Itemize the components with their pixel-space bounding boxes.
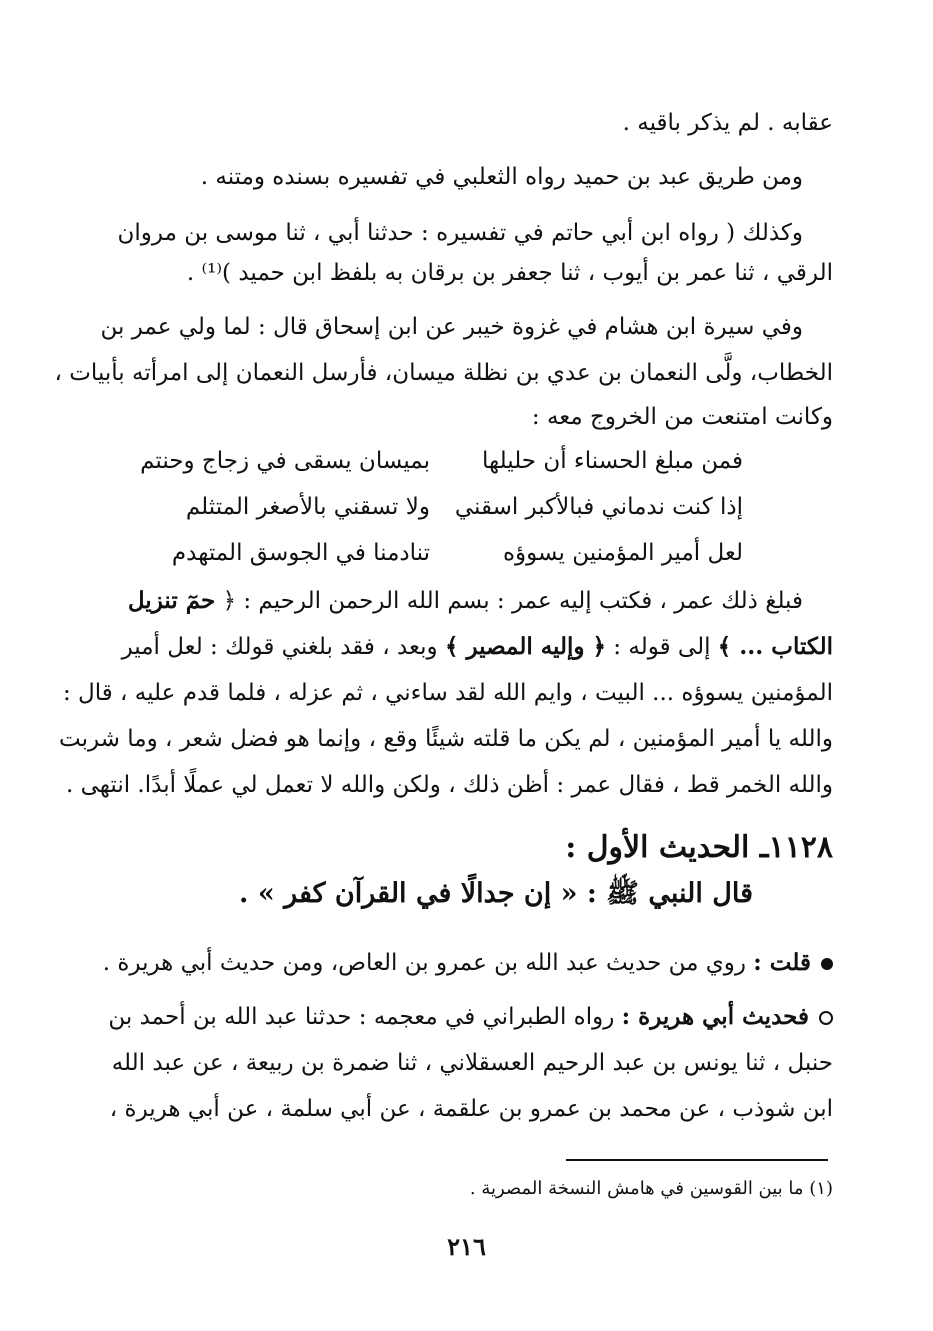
- commentary-span: رواه الطبراني في معجمه : حدثنا عبد الله بن أحمد بن: [108, 1004, 622, 1030]
- footnote-separator: [566, 1159, 828, 1161]
- filled-bullet-icon: [821, 958, 833, 970]
- verse-second-hemistich: ولا تسقني بالأصغر المتثلم: [185, 494, 430, 520]
- verse-first-hemistich: لعل أمير المؤمنين يسوؤه: [502, 540, 743, 566]
- commentary-line-3: حنبل ، ثنا يونس بن عبد الرحيم العسقلاني ، ثنا ضمرة بن ربيعة ، عن عبد الله: [111, 1050, 833, 1076]
- text-line-5: وفي سيرة ابن هشام في غزوة خيبر عن ابن إسحاق قال : لما ولي عمر بن: [100, 314, 803, 340]
- page-number: ٢١٦: [447, 1232, 486, 1261]
- narrative-span: فبلغ ذلك عمر ، فكتب إليه عمر : بسم الله الرحمن الرحيم : ﴿: [215, 588, 803, 614]
- quran-quote: الكتاب ... ﴾: [717, 633, 833, 660]
- narrative-line-4: والله يا أمير المؤمنين ، لم يكن ما قلته شيئًا وقع ، وإنما هو فضل شعر ، وما شربت: [58, 726, 833, 752]
- commentary-line-2: [110, 994, 833, 1040]
- footnote-text: ما بين القوسين في هامش النسخة المصرية .: [469, 1178, 810, 1199]
- footnote: [400, 1172, 833, 1206]
- narrative-line-1: [110, 578, 833, 624]
- open-bullet-icon: [819, 1011, 833, 1025]
- poem-verse: [110, 484, 743, 530]
- abu-hurayra-label: فحديث أبي هريرة :: [621, 1003, 809, 1030]
- hadith-statement: [110, 868, 753, 920]
- text-line-6: الخطاب، ولَّى النعمان بن عدي بن نظلة ميسان، فأرسل النعمان إلى امرأته بأبيات ،: [54, 360, 833, 386]
- commentary-line-1: [102, 940, 833, 986]
- poem-verse: [110, 438, 743, 484]
- quran-quote: حمٓ تنزيل: [127, 587, 216, 614]
- text-line-7: وكانت امتنعت من الخروج معه :: [531, 404, 833, 430]
- text-line-1: عقابه . لم يذكر باقيه .: [622, 110, 833, 136]
- verse-second-hemistich: بميسان يسقى في زجاج وحنتم: [140, 448, 430, 474]
- commentary-span: روي من حديث عبد الله بن عمرو بن العاص، ومن حديث أبي هريرة .: [102, 950, 754, 976]
- narrative-span: وبعد ، فقد بلغني قولك : لعل أمير: [121, 634, 445, 660]
- hadith-intro: قال النبي ﷺ :: [577, 878, 753, 909]
- text-line-3: وكذلك ( رواه ابن أبي حاتم في تفسيره : حدثنا أبي ، ثنا موسى بن مروان: [117, 220, 803, 246]
- text-line-4: الرقي ، ثنا عمر بن أيوب ، ثنا جعفر بن برقان به بلفظ ابن حميد )⁽¹⁾ .: [186, 260, 833, 286]
- footnote-marker: (١): [809, 1178, 833, 1199]
- verse-first-hemistich: إذا كنت ندماني فبالأكبر اسقني: [454, 494, 743, 520]
- verse-second-hemistich: تنادمنا في الجوسق المتهدم: [171, 540, 430, 566]
- quran-quote: ﴿ وإليه المصير ﴾: [444, 633, 606, 660]
- text-line-2: ومن طريق عبد بن حميد رواه الثعلبي في تفسيره بسنده ومتنه .: [200, 164, 803, 190]
- narrative-line-3: المؤمنين يسوؤه ... البيت ، وايم الله لقد ساءني ، ثم عزله ، فلما قدم عليه ، قال :: [62, 680, 833, 706]
- hadith-heading: ١١٢٨ـ الحديث الأول :: [565, 830, 833, 865]
- narrative-line-2: [110, 624, 833, 670]
- hadith-text: « إن جدالًا في القرآن كفر » .: [239, 878, 578, 909]
- commentary-line-4: ابن شوذب ، عن محمد بن عمرو بن علقمة ، عن أبي سلمة ، عن أبي هريرة ،: [109, 1096, 833, 1122]
- qult-label: قلت :: [753, 949, 811, 976]
- narrative-span: إلى قوله :: [606, 634, 718, 660]
- poem-verse: [110, 530, 743, 576]
- verse-first-hemistich: فمن مبلغ الحسناء أن حليلها: [482, 448, 743, 474]
- narrative-line-5: والله الخمر قط ، فقال عمر : أظن ذلك ، ولكن والله لا تعمل لي عملًا أبدًا. انتهى .: [65, 772, 833, 798]
- poem: [110, 438, 743, 576]
